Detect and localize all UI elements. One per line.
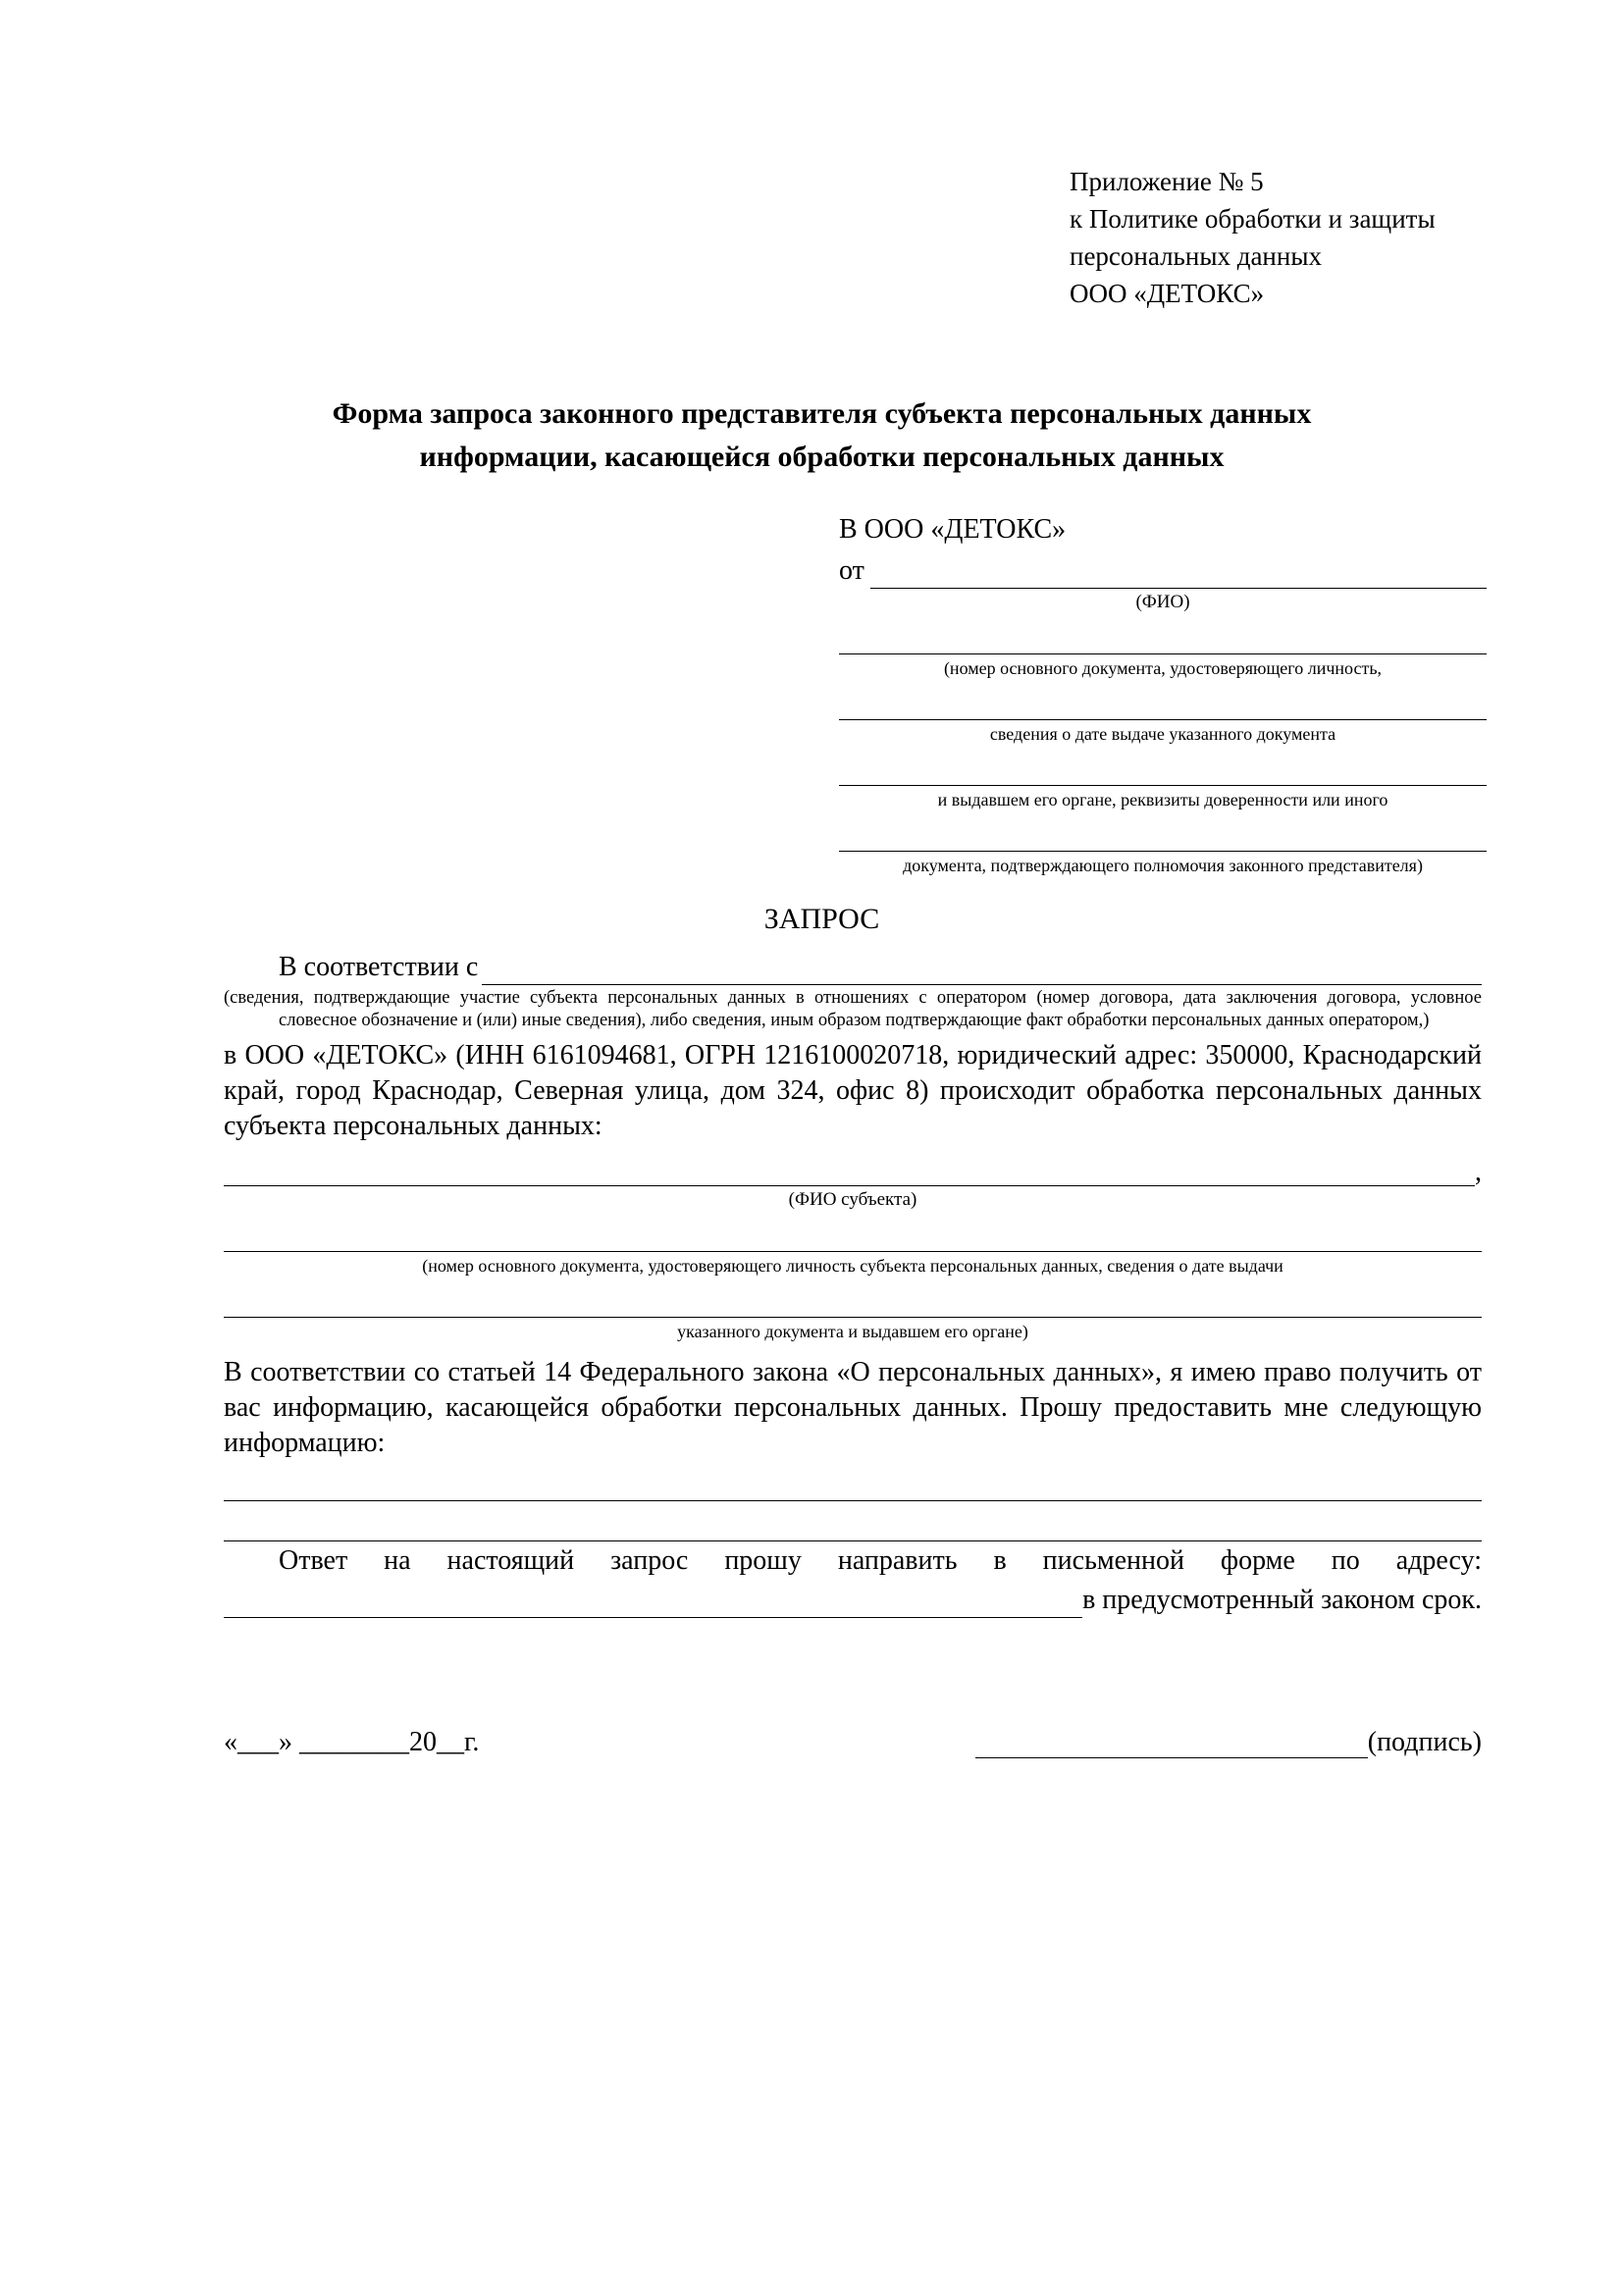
from-input-line[interactable] bbox=[870, 562, 1487, 589]
intro-row bbox=[224, 950, 1482, 985]
doc-date-input-line[interactable] bbox=[839, 692, 1487, 720]
intro-input-line[interactable] bbox=[482, 959, 1482, 985]
request-body bbox=[224, 950, 1482, 1618]
addressee-organization: В ООО «ДЕТОКС» bbox=[839, 514, 1067, 545]
date-field[interactable]: «___» ________20__г. bbox=[224, 1727, 480, 1757]
answer-tail-text: в предусмотренный законом срок. bbox=[1082, 1585, 1482, 1615]
law-paragraph: В соответствии со статьей 14 Федерального закона «О персональных данных», я имею право получить от вас информацию, касающейся обработки персональных данных. Прошу предоставить мне следующую информацию: bbox=[224, 1357, 1482, 1458]
subject-doc-issuer-input-line[interactable] bbox=[224, 1289, 1482, 1318]
from-field-row bbox=[839, 553, 1487, 589]
answer-address-input-line[interactable] bbox=[224, 1590, 1082, 1618]
caption-subject-fio: (ФИО субъекта) bbox=[788, 1189, 917, 1210]
caption-doc-issuer: и выдавшем его органе, реквизиты доверенности или иного bbox=[937, 790, 1388, 809]
appendix-line-4: ООО «ДЕТОКС» bbox=[1070, 279, 1265, 308]
caption-fio: (ФИО) bbox=[1135, 592, 1190, 612]
addressee-block bbox=[839, 512, 1487, 889]
answer-address-row bbox=[224, 1583, 1482, 1618]
appendix-header bbox=[1070, 163, 1580, 312]
answer-paragraph: Ответ на настоящий запрос прошу направить в письменной форме по адресу: bbox=[279, 1545, 1482, 1576]
doc-authority-input-line[interactable] bbox=[839, 823, 1487, 852]
subject-fio-input-line[interactable] bbox=[224, 1156, 1475, 1186]
signature-caption: (подпись) bbox=[1367, 1727, 1482, 1757]
appendix-line-3: персональных данных bbox=[1070, 241, 1322, 271]
appendix-line-2: к Политике обработки и защиты bbox=[1070, 204, 1436, 234]
subject-fio-row bbox=[224, 1156, 1482, 1186]
subject-doc-input-line[interactable] bbox=[224, 1224, 1482, 1252]
doc-number-input-line[interactable] bbox=[839, 626, 1487, 654]
appendix-line-1: Приложение № 5 bbox=[1070, 167, 1264, 196]
intro-label: В соответствии с bbox=[279, 952, 479, 982]
intro-note: (сведения, подтверждающие участие субъекта персональных данных в отношениях с оператором (номер договора, дата заключения договора, условное словесное обозначение и (или) иные сведения), либо сведения, иным образом подтверждающие факт обработки персональных данных оператором,) bbox=[224, 988, 1482, 1030]
subject-fio-comma: , bbox=[1475, 1157, 1482, 1187]
caption-subject-doc: (номер основного документа, удостоверяющего личность субъекта персональных данных, сведения о дате выдачи bbox=[422, 1256, 1283, 1276]
signature-field bbox=[975, 1727, 1482, 1758]
signature-input-line[interactable] bbox=[975, 1732, 1368, 1758]
info-request-line-1[interactable] bbox=[224, 1471, 1482, 1501]
caption-subject-doc-2: указанного документа и выдавшем его органе) bbox=[677, 1322, 1028, 1341]
page-title-line-2: информации, касающейся обработки персональных данных bbox=[419, 441, 1225, 473]
page-title-line-1: Форма запроса законного представителя субъекта персональных данных bbox=[332, 397, 1312, 430]
caption-doc-number: (номер основного документа, удостоверяющего личность, bbox=[943, 658, 1383, 678]
caption-doc-authority: документа, подтверждающего полномочия законного представителя) bbox=[903, 856, 1423, 875]
organization-paragraph: в ООО «ДЕТОКС» (ИНН 6161094681, ОГРН 1216100020718, юридический адрес: 350000, Краснодарский край, город Краснодар, Северная улица, дом 324, офис 8) происходит обработка персональных данных субъекта персональных данных: bbox=[224, 1040, 1482, 1141]
doc-issuer-input-line[interactable] bbox=[839, 757, 1487, 786]
page-title bbox=[206, 392, 1438, 479]
caption-doc-date: сведения о дате выдаче указанного документа bbox=[989, 724, 1336, 744]
from-label: от bbox=[839, 555, 864, 586]
request-heading: ЗАПРОС bbox=[763, 903, 880, 935]
info-request-line-2[interactable] bbox=[224, 1511, 1482, 1541]
signature-row bbox=[224, 1727, 1482, 1758]
